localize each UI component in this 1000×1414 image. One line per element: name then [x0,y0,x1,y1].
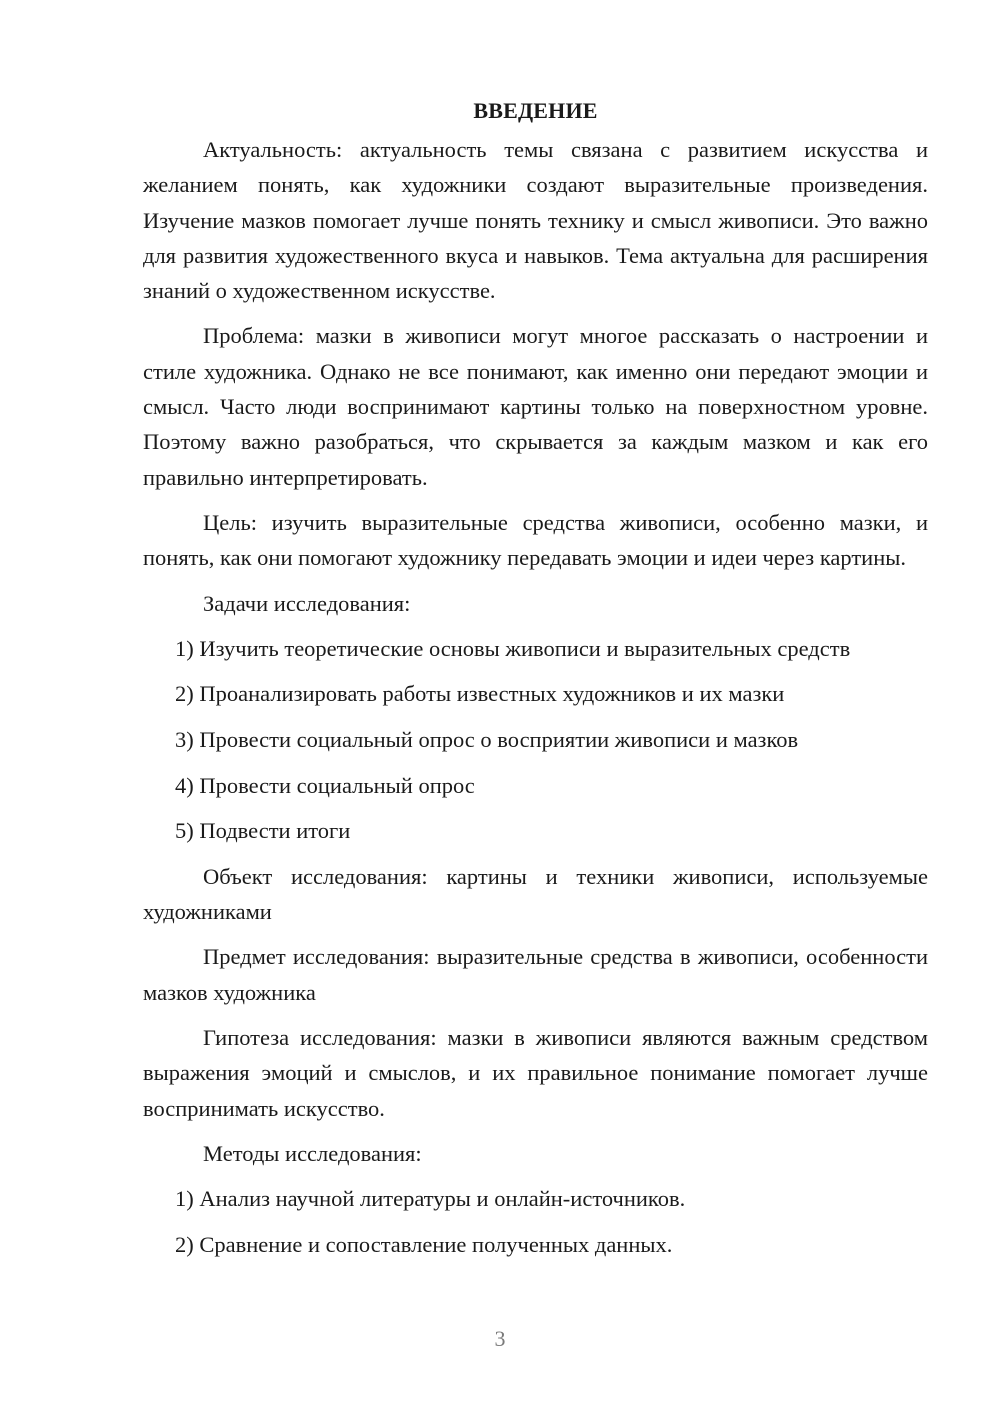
list-item: 5) Подвести итоги [175,818,351,844]
tasks-list [143,631,928,849]
subject-paragraph: Предмет исследования: выразительные средства в живописи, особенности мазков художника [143,944,928,1005]
object-paragraph: Объект исследования: картины и техники живописи, используемые художниками [143,863,928,925]
problem-paragraph: Проблема: мазки в живописи могут многое рассказать о настроении и стиле художника. Однако не все понимают, как именно они передают эмоции и смысл. Часто люди воспринимают картины только на поверхностном уровне. Поэтому важно разобраться, что скрывается за каждым мазком и как его правильно интерпретировать. [143,323,928,490]
list-item: 2) Сравнение и сопоставление полученных данных. [175,1231,673,1257]
list-item: 3) Провести социальный опрос о восприятии живописи и мазков [175,727,799,753]
tasks-heading: Задачи исследования: [203,590,411,616]
document-page [143,96,928,1272]
list-item: 4) Провести социальный опрос [175,772,475,798]
relevance-paragraph: Актуальность: актуальность темы связана с развитием искусства и желанием понять, как художники создают выразительные произведения. Изучение мазков помогает лучше понять технику и смысл живописи. Это важно для развития художественного вкуса и навыков. Тема актуальна для расширения знаний о художественном искусстве. [143,137,928,304]
page-number: 3 [494,1326,506,1351]
list-item: 1) Анализ научной литературы и онлайн-источников. [175,1186,686,1212]
list-item: 1) Изучить теоретические основы живописи и выразительных средств [175,635,851,661]
hypothesis-paragraph: Гипотеза исследования: мазки в живописи являются важным средством выражения эмоций и смыслов, и их правильное понимание помогает лучше воспринимать искусство. [143,1025,928,1121]
goal-paragraph: Цель: изучить выразительные средства живописи, особенно мазки, и понять, как они помогают художнику передавать эмоции и идеи через картины. [143,509,928,571]
methods-heading: Методы исследования: [203,1140,422,1166]
page-title: ВВЕДЕНИЕ [473,98,598,123]
methods-list [143,1181,928,1262]
list-item: 2) Проанализировать работы известных художников и их мазки [175,681,785,707]
